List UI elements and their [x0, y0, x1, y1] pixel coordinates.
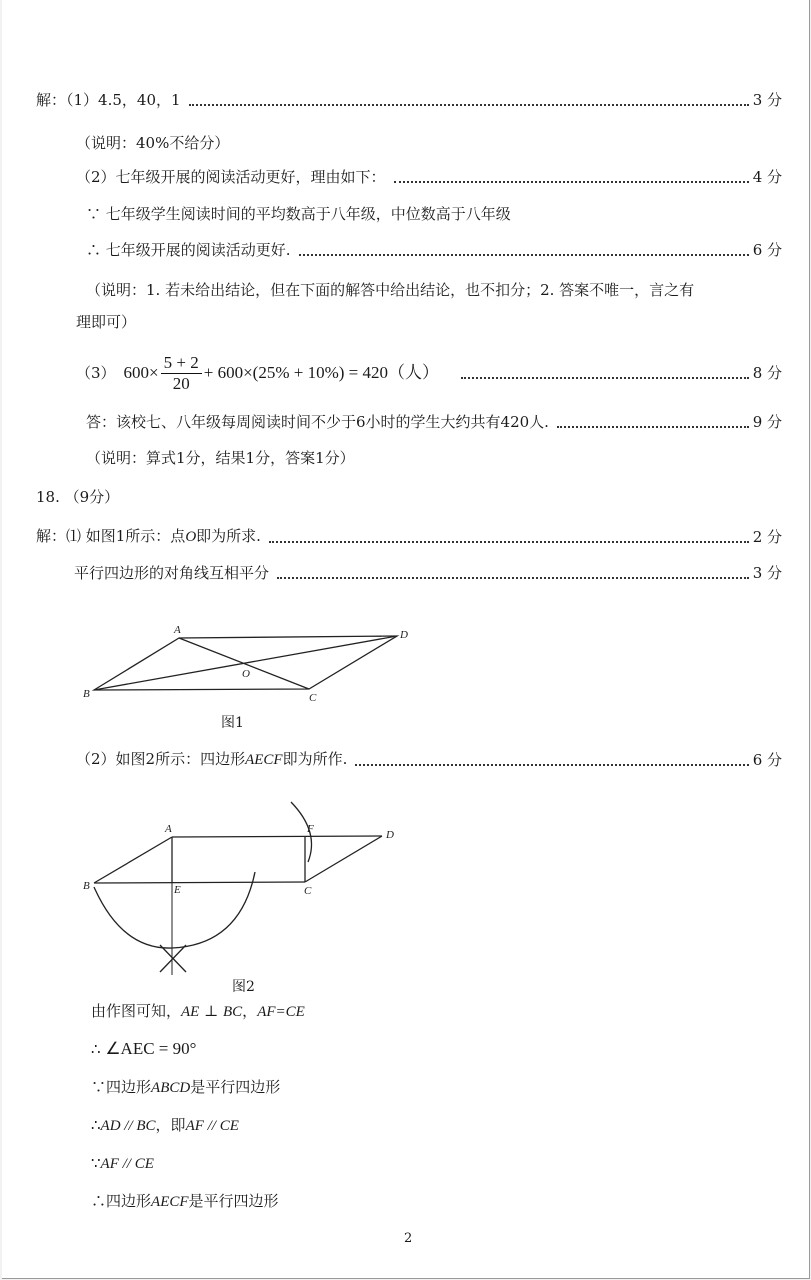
- point-o-var: O: [185, 529, 197, 545]
- angle-aec: ∠AEC = 90°: [105, 1039, 197, 1058]
- proof-line-5: [91, 1152, 154, 1175]
- math-af-ce: AF // CE: [100, 1156, 154, 1172]
- points: 9 分: [752, 413, 782, 431]
- separator: ，: [242, 1002, 258, 1020]
- figure-2-caption: 图2: [232, 979, 255, 995]
- label-f: F: [307, 823, 314, 835]
- proof-line-1: [91, 1000, 305, 1023]
- therefore-symbol: ∴: [91, 1116, 101, 1134]
- text: 四边形: [106, 1192, 152, 1210]
- answer-18-1b-text: 平行四边形的对角线互相平分: [74, 564, 270, 582]
- proof-line-2: [91, 1038, 196, 1060]
- fraction-denominator: 20: [172, 373, 190, 393]
- label-a: A: [174, 624, 181, 636]
- points: 3 分: [752, 564, 782, 582]
- segment-ad: [172, 836, 382, 837]
- math-bc: BC: [223, 1004, 243, 1020]
- text-post: 即为所作.: [282, 750, 348, 768]
- label-c: C: [304, 885, 312, 897]
- math-abcd: ABCD: [151, 1080, 191, 1096]
- answer-17-3-prefix: （3）: [76, 364, 116, 382]
- label-c: C: [309, 692, 317, 704]
- label-a: A: [165, 823, 172, 835]
- text-pre: 解：⑴ 如图1所示：点: [36, 527, 186, 545]
- label-b: B: [83, 688, 90, 700]
- document-page: [2, 0, 810, 1279]
- points: 6 分: [752, 241, 782, 259]
- problem-18-header: 18. （9分）: [36, 488, 120, 506]
- label-b: B: [83, 880, 90, 892]
- text: 四边形: [106, 1078, 152, 1096]
- text: ，即: [155, 1116, 186, 1134]
- note-17-1: （说明：40%不给分）: [76, 134, 230, 152]
- formula-part-b: + 600×(25% + 10%) = 420（人）: [203, 363, 439, 382]
- segment-cd: [305, 836, 382, 882]
- quad-var: AECF: [245, 752, 283, 768]
- text: 是平行四边形: [188, 1192, 279, 1210]
- note-17-2-line2: 理即可）: [76, 313, 137, 331]
- answer-17-1-text: 解：（1）4.5，40，1: [36, 91, 181, 109]
- because-symbol: ∵: [91, 1154, 101, 1172]
- proof-line-6: [91, 1190, 279, 1213]
- segment-ab: [94, 837, 172, 883]
- text: 由作图可知，: [91, 1002, 182, 1020]
- label-d: D: [386, 829, 394, 841]
- points: 2 分: [752, 527, 782, 546]
- math-af-ce: AF // CE: [185, 1118, 239, 1134]
- fraction-numerator: 5 + 2: [161, 353, 202, 374]
- math-aecf: AECF: [151, 1194, 189, 1210]
- because-line: ∵ 七年级学生阅读时间的平均数高于八年级，中位数高于八年级: [86, 205, 511, 223]
- note-17-2-line1: （说明：1. 若未给出结论，但在下面的解答中给出结论，也不扣分；2. 答案不唯一，言之有: [86, 281, 695, 299]
- text-pre: （2）如图2所示：四边形: [76, 750, 246, 768]
- because-symbol: ∵: [91, 1078, 107, 1096]
- text-post: 即为所求.: [196, 527, 261, 545]
- segment-bc: [94, 882, 305, 883]
- page-number: 2: [404, 1231, 413, 1246]
- therefore-text: ∴ 七年级开展的阅读活动更好.: [86, 241, 291, 259]
- answer-17-final-text: 答：该校七、八年级每周阅读时间不少于6小时的学生大约共有420人.: [86, 413, 549, 431]
- points: 6 分: [752, 750, 782, 769]
- points: 8 分: [752, 364, 782, 382]
- text: 是平行四边形: [190, 1078, 281, 1096]
- math-ae: AE: [181, 1004, 200, 1020]
- therefore-symbol: ∴: [91, 1040, 106, 1058]
- proof-line-4: [91, 1114, 239, 1137]
- label-e: E: [174, 884, 181, 896]
- points: 3 分: [752, 91, 782, 109]
- label-o: O: [242, 668, 250, 680]
- note-17-3: （说明：算式1分，结果1分，答案1分）: [86, 449, 355, 467]
- answer-17-2-text: （2）七年级开展的阅读活动更好，理由如下：: [76, 168, 386, 186]
- points: 4 分: [752, 168, 782, 186]
- perp-symbol: ⊥: [199, 1002, 223, 1020]
- figure-1-caption: 图1: [221, 715, 244, 731]
- label-d: D: [400, 629, 408, 641]
- math-ad-bc: AD // BC: [100, 1118, 156, 1134]
- formula-part-a: 600×: [123, 363, 159, 382]
- proof-line-3: [91, 1076, 280, 1099]
- therefore-symbol: ∴: [91, 1192, 107, 1210]
- math-af-ce: AF=CE: [257, 1004, 305, 1020]
